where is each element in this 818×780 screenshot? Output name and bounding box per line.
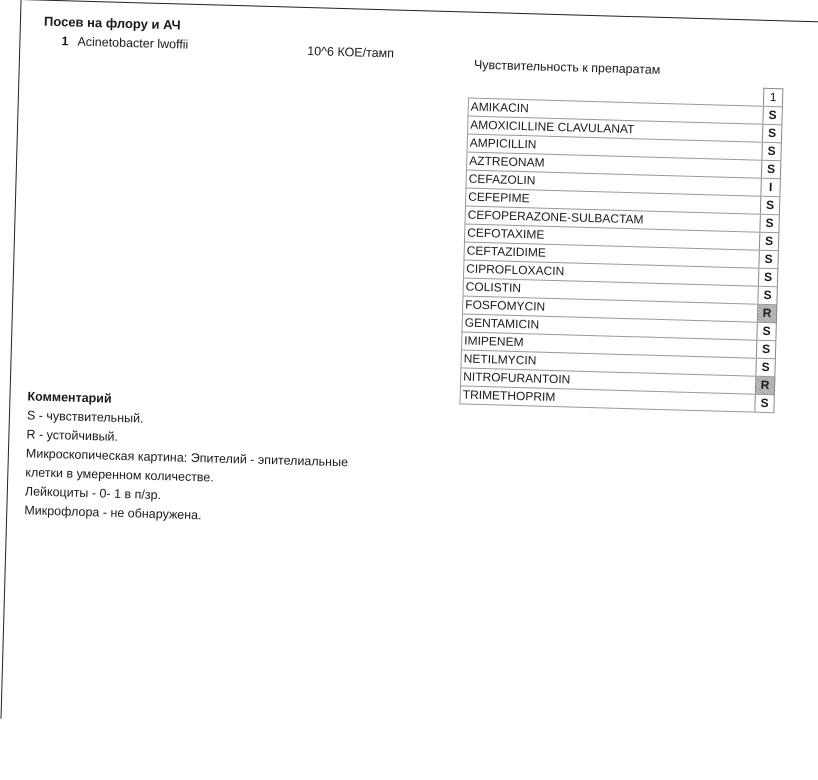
drug-result: S [756,340,775,359]
drug-name: AZTREONAM [466,152,761,178]
drug-result: S [759,232,778,251]
page-border-left [0,0,21,719]
drug-result: S [757,322,776,341]
drug-name: COLISTIN [463,278,758,304]
sensitivity-title: Чувствительность к препаратам [473,57,661,77]
drug-result: S [756,358,775,377]
comment-block [24,387,350,529]
drug-name: AMPICILLIN [467,134,762,160]
drug-name: CIPROFLOXACIN [463,260,758,286]
drug-name: GENTAMICIN [462,314,757,340]
drug-name: AMIKACIN [468,98,763,124]
drug-result: S [763,106,782,125]
drug-result: S [758,268,777,287]
comment-line: Лейкоциты - 0- 1 в п/зр. [24,484,162,503]
drug-name: FOSFOMYCIN [462,296,757,322]
drug-name: IMIPENEM [461,332,756,358]
drug-name: CEFTAZIDIME [464,242,759,268]
comment-line: R - устойчивый. [26,427,119,444]
drug-name: AMOXICILLINE CLAVULANAT [468,116,763,142]
drug-result: S [758,286,777,305]
comment-title: Комментарий [27,389,112,406]
drug-result: S [755,394,774,413]
sensitivity-table [459,80,783,414]
comment-line: клетки в умеренном количестве. [25,465,215,485]
drug-name: CEFEPIME [465,188,760,214]
drug-result: S [760,214,779,233]
comment-line: S - чувствительный. [26,408,144,426]
drug-name: NETILMYCIN [461,350,756,376]
drug-name: CEFOTAXIME [464,224,759,250]
organism-count: 10^6 КОЕ/тамп [307,44,395,61]
drug-result: S [762,142,781,161]
comment-line: Микроскопическая картина: Эпителий - эпителиальные [25,446,349,470]
drug-result: R [757,304,776,323]
drug-name: NITROFURANTOIN [460,368,755,394]
drug-result: S [760,196,779,215]
drug-result: R [755,376,774,395]
drug-result: I [761,178,780,197]
comment-line: Микрофлора - не обнаружена. [24,503,202,523]
column-header: 1 [763,88,782,107]
drug-result: S [762,124,781,143]
drug-result: S [759,250,778,269]
drug-result: S [761,160,780,179]
drug-name: CEFAZOLIN [466,170,761,196]
report-title: Посев на флору и АЧ [43,13,181,33]
organism-number: 1 [61,34,69,49]
drug-name: CEFOPERAZONE-SULBACTAM [465,206,760,232]
organism-name: Acinetobacter lwoffii [77,34,189,52]
drug-name: TRIMETHOPRIM [460,386,755,412]
